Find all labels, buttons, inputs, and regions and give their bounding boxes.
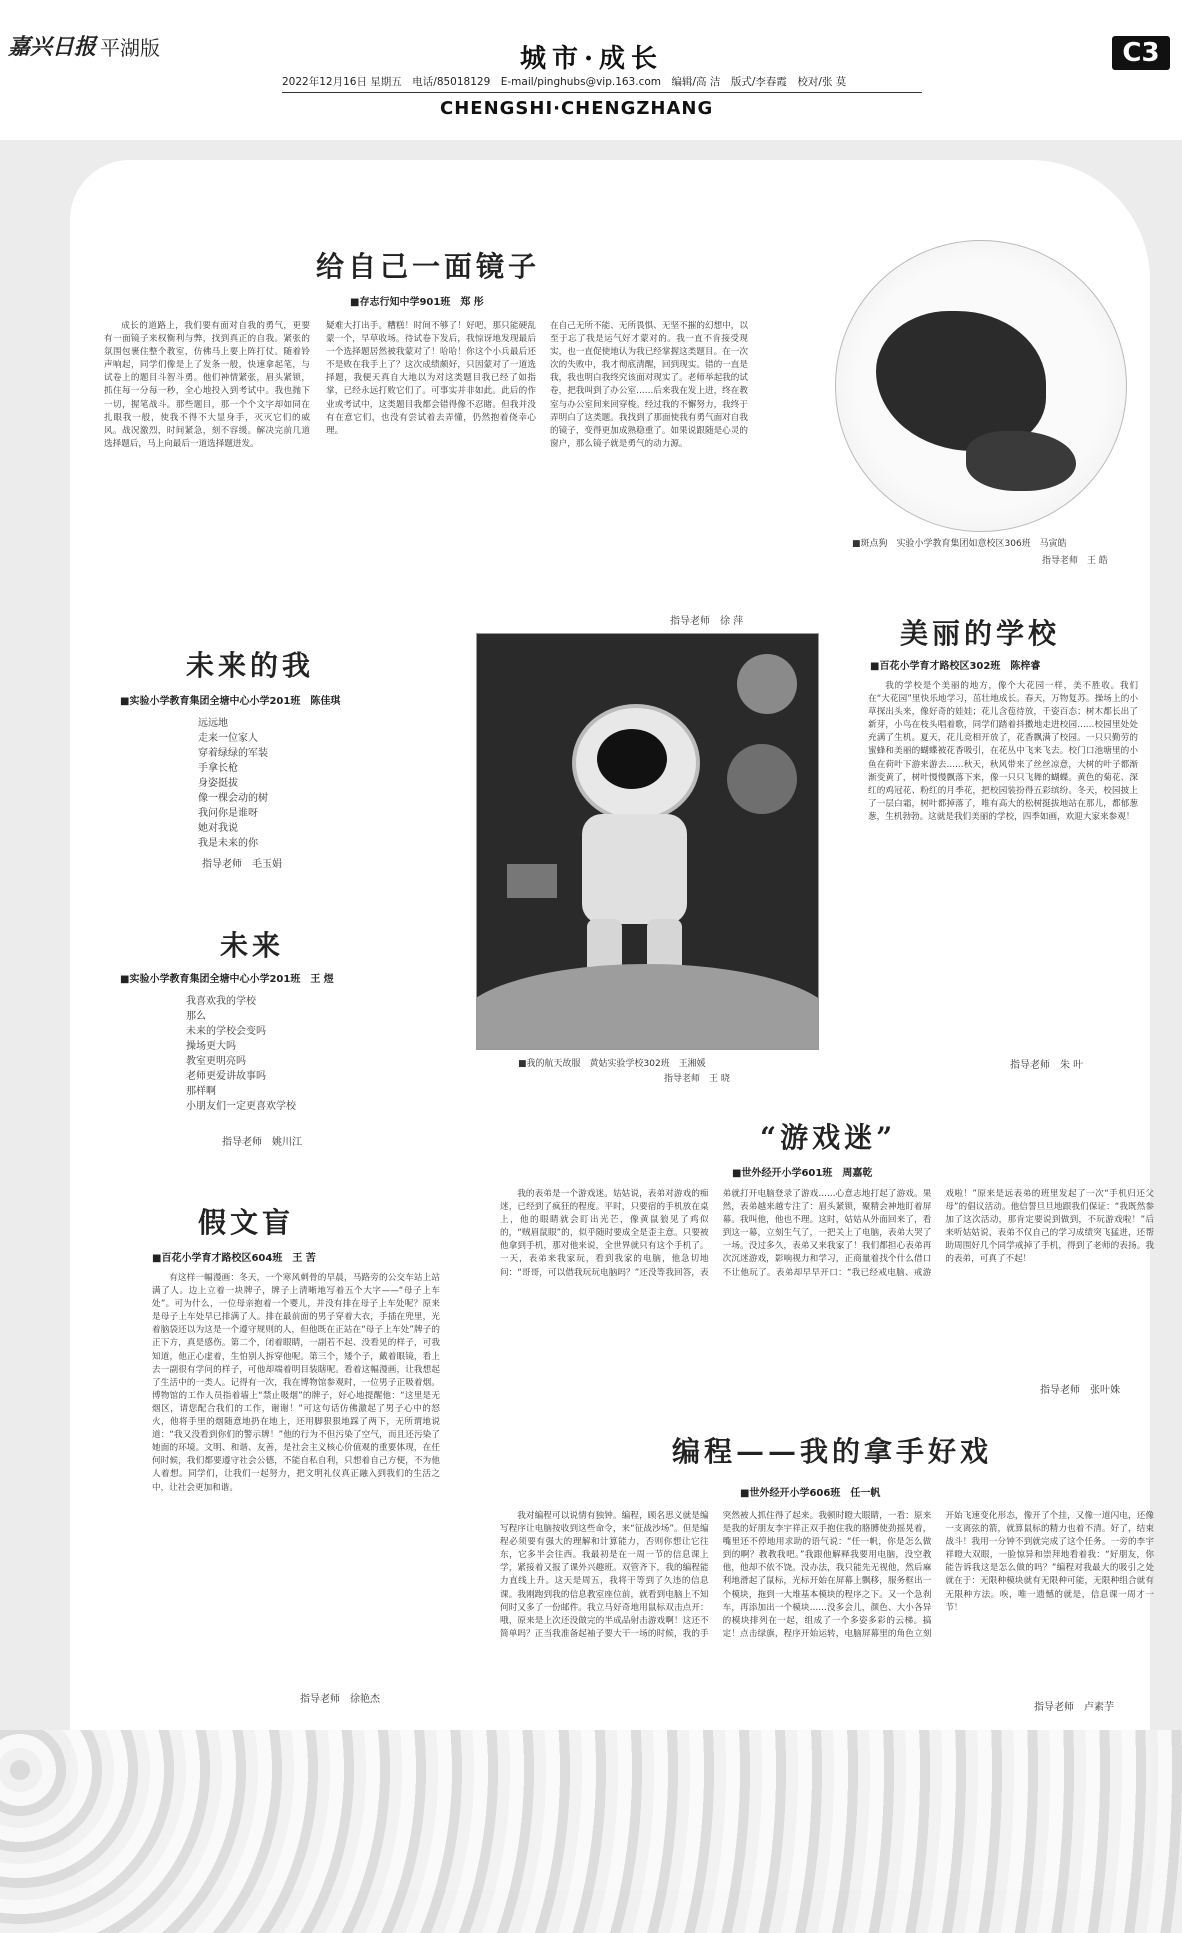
article-title: 未来的我 <box>186 649 315 682</box>
planet-shape <box>727 744 797 814</box>
article-byline: ■世外经开小学606班 任一帆 <box>740 1488 881 1499</box>
article-col3: 在自己无所不能、无所畏惧、无坚不摧的幻想中，以至于忘了我是运气好才蒙对的。我一直不肯接受现实，也一直促使地认为我已经掌握这类题目。在一次次的失败中，我才彻底清醒，回到现实。错的一直是我，我也明白我终究该面对现实了。老师举起我的试卷，把我叫到了办公室……后来我在发上进，终在教室与办公室间来回穿梭。经过我的不懈努力，我终于弄明白了这类题。我找到了那面使我有勇气面对自我的镜子，变得更加成熟稳重了。如果说跟随是心灵的窗户，那么镜子就是勇气的动力源。 <box>550 321 748 449</box>
poem-lines <box>198 716 268 851</box>
poem-line: 老师更爱讲故事吗 <box>186 1071 266 1082</box>
planet-shape <box>737 654 797 714</box>
article-title: “游戏迷” <box>760 1121 897 1154</box>
picture-caption: ■斑点狗 实验小学教育集团如意校区306班 马寅皓 <box>852 539 1067 549</box>
masthead-meta: 2022年12月16日 星期五 电话/85018129 E-mail/pinghubs@vip.163.com 编辑/高 洁 版式/李春霞 校对/张 莫 <box>282 76 847 88</box>
poem-line: 手拿长枪 <box>198 763 238 774</box>
article-teacher: 指导老师 朱 叶 <box>1010 1060 1084 1071</box>
article-title: 未来 <box>220 929 285 962</box>
poem-line: 像一棵会动的树 <box>198 793 268 804</box>
picture-teacher: 指导老师 王 晓 <box>664 1074 730 1084</box>
picture-caption: ■我的航天故服 黄姑实验学校302班 王湘媛 <box>518 1059 706 1069</box>
article-byline: ■实验小学教育集团全塘中心小学201班 王 煜 <box>120 974 334 985</box>
poem-line: 操场更大吗 <box>186 1041 236 1052</box>
dog-head-shape <box>876 311 1046 451</box>
article-title: 给自己一面镜子 <box>316 250 541 283</box>
suit-shape <box>582 814 687 924</box>
article-col1: 成长的道路上，我们要有面对自我的勇气，更要有一面镜子来权衡利与弊，找到真正的自我。紧张的氛围包裹住整个教室，仿佛马上要上阵打仗。随着铃声响起，同学们像是上了发条一般，快速拿起笔，与试卷上的题目斗智斗勇。他们神情紧张，眉头紧锁，抓住每一分每一秒，全心地投入到考试中。我也抛下一切，握笔战斗。那些题目，那一个个文字却如同在扎眼我一般，使我不得不大显身手，灭灭它们的威风。战况激烈，时间紧急，刻不容缓。解决完前几道选择题后，马上向最后一道选择题进发。 <box>104 321 310 449</box>
article-title: 编程——我的拿手好戏 <box>672 1435 993 1468</box>
article-body: 我对编程可以说情有独钟。编程，顾名思义就是编写程序让电脑按收到这些命令，来“征战沙场”。但是编程必须要有强大的理解和计算能力，否则你想让它往东，它多半会往西。我最初是在一周一节的信息课上学，紧接着又报了课外兴趣班。双管齐下，我的编程能力直线上升。这天是周五，我将干等到了久违的信息课。我刚跑到我的信息教室座位前，就看到电脑上不知何时又多了一份邮件。我立马好奇地用鼠标双击点开：哦，原来是上次还没做完的半成品射击游戏啊！这还不简单吗？正当我准备起袖子要大干一场的时候，我的手突然被人抓住得了起来。我顿时瞪大眼睛，一看：原来是我的好朋友李宇祥正双手抱住我的胳膊使劲摇晃着，嘴里还不停地用求助的语气说：“任一帆，你是怎么做到的啊？教教我吧。”我跟他解释我要用电脑，没空教他，他却不依不饶。没办法，我只能先无视他，然后麻利地滑起了鼠标，光标开始在屏幕上飘移，服务框出一个模块，拖到一大堆基本模块的程序之下。又一个急刹车，再添加出一个模块……没多会儿，颜色、大小各异的模块排列在一起，组成了一个多姿多彩的云梯。搞定！点击绿旗，程序开始运转，电脑屏幕里的角色立刻开始飞速变化形态，像开了个挂，又像一道闪电，还像一支离弦的箭，就算鼠标的精力也着不清。好了，结束战斗！我用一分钟不到就完成了这个任务。一旁的李宇祥瞪大双眼，一脸惊异和崇拜地看着我：“好朋友，你能告诉我这是怎么做的吗？”编程对我最大的吸引之处就在于：无限种模块就有无限种可能，无限种组合就有无限种方法。唉，唯一遗憾的就是，信息课一周才一节！ <box>500 1511 1154 1639</box>
masthead <box>0 0 1182 130</box>
poem-line: 我是未来的你 <box>198 838 258 849</box>
article-teacher: 指导老师 毛玉娟 <box>202 859 282 870</box>
poem-lines <box>186 994 296 1114</box>
poem-line: 我喜欢我的学校 <box>186 996 256 1007</box>
article-byline: ■实验小学教育集团全塘中心小学201班 陈佳琪 <box>120 696 341 707</box>
article-byline: ■百花小学育才路校区604班 王 苦 <box>152 1253 316 1264</box>
astronaut-drawing <box>476 633 819 1050</box>
article-title: 假文盲 <box>198 1206 295 1239</box>
poem-line: 小朋友们一定更喜欢学校 <box>186 1101 296 1112</box>
article-teacher: 指导老师 张叶姝 <box>1040 1385 1120 1396</box>
poem-line: 身姿挺拔 <box>198 778 238 789</box>
article-body: 有这样一幅漫画：冬天，一个寒风刺骨的早晨，马路旁的公交车站上站满了人。边上立着一块牌子，牌子上清晰地写着五个大字——“母子上车处”。可为什么，一位母亲抱着一个婴儿，并没有排在母子上车处呢？原来是母子上车处早已排满了人。排在最前面的男子穿着大衣，手插在兜里，光着脑袋还以为这是一个遵守规则的人，但他既在正站在“母子上车处”牌子的正下方，真是感伤。第二个，闭着眼睛，一副若不起、没看见的样子，可我知道，他正心虚着，生怕别人拆穿他呢。第三个，矮个子，戴着眼镜，看上去一副很有学问的样子，可他却端着明目装瞎呢。看着这幅漫画，让我想起了生活中的一类人。记得有一次，我在博物馆参观时，一位男子正吸着烟。博物馆的工作人员指着墙上“禁止吸烟”的牌子，好心地提醒他：“这里是无烟区，请您配合我们的工作，谢谢！”可这句话仿佛激起了男子心中的怒火，他将手里的烟随意地扔在地上，还用脚狠狠地踩了两下，无所谓地说道：“我又没看到你们的警示牌！”他的行为不但污染了空气，而且还污染了她面的环境。文明、和谐、友善，是社会主义核心价值观的重要体现，在任何时候，我们都要遵守社会公德，不能自私自利，只想着自己方便，不为他人着想。同学们，让我们一起努力，把文明礼仪真正融入到我们的生活之中，让社会更加和谐。 <box>152 1273 440 1493</box>
dalmatian-drawing <box>835 240 1127 532</box>
article-title: 美丽的学校 <box>900 617 1061 650</box>
poem-line: 教室更明亮吗 <box>186 1056 246 1067</box>
masthead-subtitle: CHENGSHI·CHENGZHANG <box>440 98 714 119</box>
poem-line: 走来一位家人 <box>198 733 258 744</box>
flower-decoration <box>0 1730 1182 1933</box>
article-teacher: 指导老师 徐 萍 <box>670 616 744 627</box>
dog-body-shape <box>966 431 1076 491</box>
page-number: C3 <box>1112 36 1170 70</box>
article-byline: ■百花小学育才路校区302班 陈梓睿 <box>870 661 1041 672</box>
article-body: 我的表弟是一个游戏迷。姑姑说，表弟对游戏的痴迷，已经到了疯狂的程度。平时，只要宿的手机放在桌上，他的眼睛就会盯出光芒，像黄鼠狼见了鸡似的，“贼眉鼠眼”的，似乎随时要成全是歪主意。只要被他拿到手机，那对他来说，全世界就只有这个手机了。一天，表弟来我家玩，看到我家的电脑，他急切地问：“哥哥，可以借我玩玩电脑吗？”还没等我回答，表弟就打开电脑登录了游戏……心意志地打起了游戏。果然，表弟越来越专注了：眉头紧锁，聚精会神地盯着屏幕。我叫他，他也不理。这时，姑姑从外面回来了，看到这一幕，立刻生气了，一把关上了电脑，表弟大哭了一场。没过多久，表弟又来我家了！我们都担心表弟再次沉迷游戏，影响视力和学习，正商量着找个什么借口不让他玩了。表弟却早早开口：“我已经戒电脑、戒游戏啦！”原来是远表弟的班里发起了一次“手机归还父母”的倡议活动。他信誓旦旦地跟我们保证：“我既然参加了这次活动，那肯定要说到做到，不玩游戏啦！”后来听姑姑说，表弟不仅自己的学习成绩突飞猛进，还帮助周围好几个同学戒掉了手机，得到了老师的表扬。我的表弟，可真了不起！ <box>500 1189 1154 1278</box>
article-teacher: 指导老师 卢素芋 <box>1034 1702 1114 1713</box>
paper-logo: 嘉兴日报 <box>8 34 97 60</box>
article-byline: ■存志行知中学901班 郑 彤 <box>350 297 484 308</box>
edition-label: 平湖版 <box>100 36 160 60</box>
poem-line: 她对我说 <box>198 823 238 834</box>
poem-line: 穿着绿绿的军装 <box>198 748 268 759</box>
article-teacher: 指导老师 姚川江 <box>222 1137 302 1148</box>
poem-line: 我问你是谁呀 <box>198 808 258 819</box>
article-col2: 疑难大打出手。糟糕！时间不够了！好吧，那只能硬乱蒙一个，早草收场。待试卷下发后，我惊讶地发现最后一个选择题居然被我蒙对了！哈哈！你这个小兵最后还不是败在我手上了？这次成绩颇好，只因蒙对了一道选择题，我便天真自大地以为对这类题目我已经了如指掌，已经永远打败它们了。可事实并非如此。此后的作业或考试中，这类题目我都会错得像不忍睹。但我并没有在意它们，也没有尝试着去弄懂，仍然抱着侥幸心理。 <box>326 321 536 436</box>
poem-line: 那么 <box>186 1011 206 1022</box>
picture-teacher: 指导老师 王 皓 <box>1042 556 1108 566</box>
section-title: 城市·成长 <box>520 44 664 74</box>
flag-shape <box>507 864 557 898</box>
poem-line: 那样啊 <box>186 1086 216 1097</box>
article-byline: ■世外经开小学601班 周嘉乾 <box>732 1168 873 1179</box>
article-body: 我的学校是个美丽的地方，像个大花园一样，美不胜收。我们在“大花园”里快乐地学习，茁壮地成长。春天，万物复苏。操场上的小草探出头来，像好奇的娃娃；花儿含苞待放，千姿百态；树木都长出了新芽，小鸟在枝头唱着歌，同学们踏着抖擞地走进校园……校园里处处充满了生机。夏天，花儿竞相开放了，花香飘满了校园。一只只勤劳的蜜蜂和美丽的蝴蝶被花香吸引，在花丛中飞来飞去。校门口池塘里的小鱼在荷叶下游来游去……秋天，秋风带来了丝丝凉意，大树的叶子都渐渐变黄了，树叶慢慢飘落下来，像一只只飞舞的蝴蝶。黄色的菊花、深红的鸡冠花、粉红的月季花，把校园装扮得五彩缤纷。冬天，校园披上了一层白霜，树叶都掉落了，唯有高大的松树挺拔地站在那儿，都郁葱葱，生机勃勃。这就是我们美丽的学校，四季如画，欢迎大家来参观！ <box>868 681 1138 822</box>
article-teacher: 指导老师 徐艳杰 <box>300 1694 380 1705</box>
poem-line: 未来的学校会变吗 <box>186 1026 266 1037</box>
masthead-rule <box>282 92 922 93</box>
poem-line: 远远地 <box>198 718 228 729</box>
moon-ground-shape <box>476 964 819 1050</box>
visor-shape <box>597 729 667 789</box>
